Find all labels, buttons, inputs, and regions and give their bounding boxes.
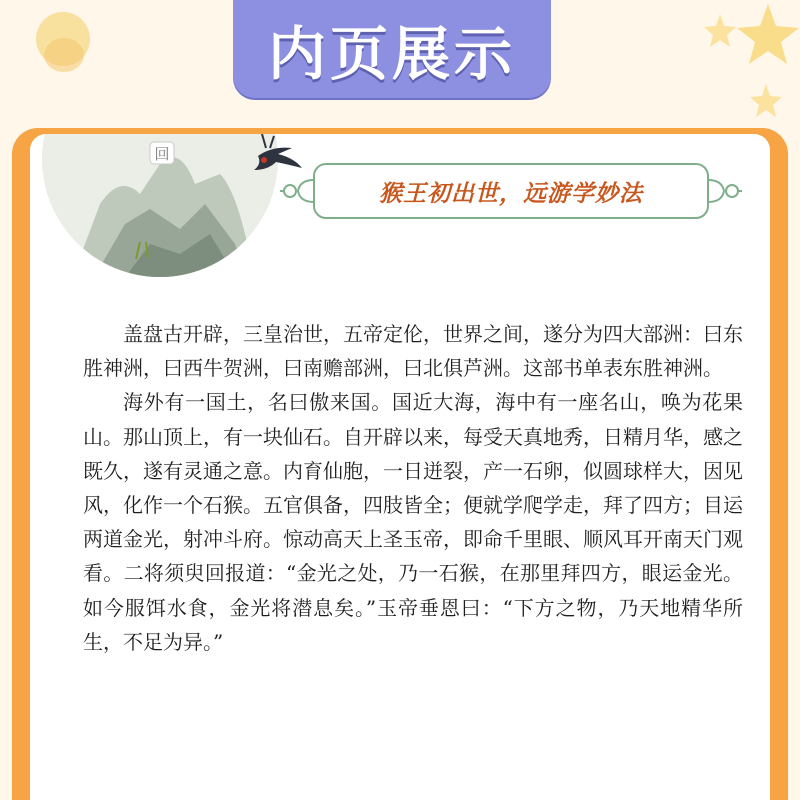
paragraph: 海外有一国土，名曰傲来国。国近大海，海中有一座名山，唤为花果山。那山顶上，有一块仙石。自开辟以来，每受天真地秀，日精月华，感之既久，遂有灵通之意。内育仙胞，一日迸裂，产一石卵，似圆球样大，因见风，化作一个石猴。五官俱备，四肢皆全；便就学爬学走，拜了四方；目运两道金光，射冲斗府。惊动高天上圣玉帝，即命千里眼、顺风耳开南天门观看。二将须臾回报道：“金光之处，乃一石猴，在那里拜四方，眼运金光。如今服饵水食，金光将潜息矣。”玉帝垂恩曰：“下方之物，乃天地精华所生，不足为异。” (83, 390, 743, 654)
paragraph: 盖盘古开辟，三皇治世，五帝定伦，世界之间，遂分为四大部洲：曰东胜神洲，曰西牛贺洲，曰南赡部洲，曰北俱芦洲。这部书单表东胜神洲。 (83, 322, 743, 381)
banner-title: 内页展示 (267, 20, 516, 88)
chapter-title-frame (280, 160, 742, 222)
chapter-illustration (30, 134, 320, 284)
chapter-body (83, 317, 743, 659)
decorative-circle-shadow (44, 38, 84, 72)
top-banner (233, 0, 551, 98)
stamp-char: 回 (154, 145, 170, 163)
decorative-stars (650, 0, 800, 130)
chapter-title: 猴王初出世，远游学妙法 (379, 179, 643, 207)
page-paper (30, 134, 770, 800)
